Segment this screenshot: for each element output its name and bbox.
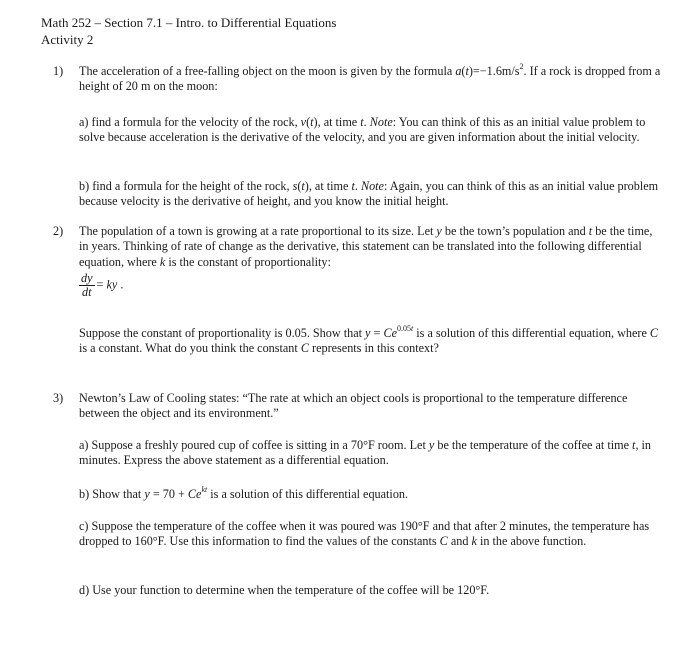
problem-number: 1) xyxy=(53,64,64,78)
problem-3-intro: Newton’s Law of Cooling states: “The rate at which an object cools is proportional to the temperature difference between the object and its environment.” xyxy=(79,391,628,421)
problem-2-intro: The population of a town is growing at a rate proportional to its size. Let y be the town’s population and t be the time, in years. Thinking of rate of change as the derivative, this statement can be translated into the following differential equation, where k is the constant of proportionality: xyxy=(79,224,653,269)
problem-1 xyxy=(41,61,661,214)
problem-number: 2) xyxy=(53,224,64,238)
course-title: Math 252 – Section 7.1 – Intro. to Differential Equations xyxy=(41,15,337,30)
problem-3-part-b: b) Show that $y = 70 + Ce^{kt}$ is a solution of this differential equation. xyxy=(79,484,409,501)
dy-dt-fraction: $\frac{dy}{dt}$ xyxy=(81,271,93,299)
problem-2-question: Suppose the constant of proportionality is 0.05. Show that $y = Ce^{0.05t}$ is a solution of this differential equation, where C is a constant. What do you think the constant C represents in this context? xyxy=(79,323,659,356)
problem-3 xyxy=(41,391,661,611)
differential-equation: $\frac{dy}{dt}$ = ky . xyxy=(81,271,124,299)
problem-3-part-d: d) Use your function to determine when the temperature of the coffee will be 120°F. xyxy=(79,583,490,597)
problem-1-part-b: b) find a formula for the height of the rock, s(t), at time t. Note: Again, you can think of this as an initial value problem because velocity is the derivative of height, and you know the initial height. xyxy=(79,179,659,209)
problem-3-part-c: c) Suppose the temperature of the coffee when it was poured was 190°F and that after 2 minutes, the temperature has dropped to 160°F. Use this information to find the values of the constants C and k in the above function. xyxy=(79,519,650,549)
problem-intro: The acceleration of a free-falling object on the moon is given by the formula $a(t)=-1.6m/s^2$. If a rock is dropped from a height of 20 m on the moon: xyxy=(79,61,661,94)
problem-2 xyxy=(41,224,661,374)
problem-1-part-a: a) find a formula for the velocity of the rock, v(t), at time t. Note: You can think of this as an initial value problem to solve because acceleration is the derivative of the velocity, and you are given information about the initial velocity. xyxy=(79,115,646,145)
activity-title: Activity 2 xyxy=(41,32,94,47)
problem-3-part-a: a) Suppose a freshly poured cup of coffee is sitting in a 70°F room. Let y be the temperature of the coffee at time t, in minutes. Express the above statement as a differential equation. xyxy=(79,438,652,468)
problem-number: 3) xyxy=(53,391,64,405)
page-header xyxy=(41,14,336,48)
